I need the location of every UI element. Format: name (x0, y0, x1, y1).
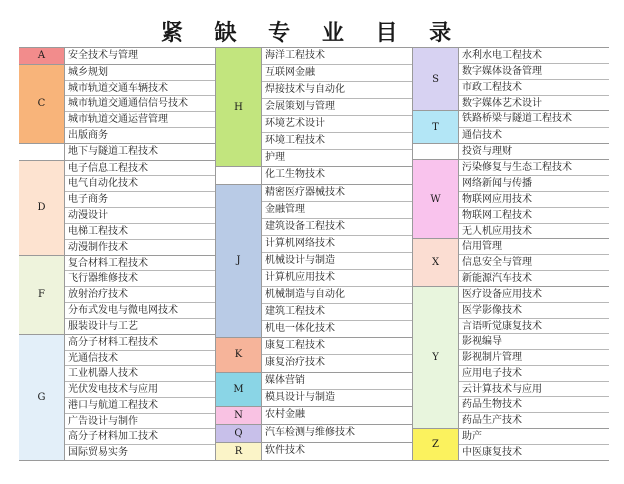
major-item: 环境艺术设计 (262, 116, 412, 133)
group-items (65, 48, 215, 64)
major-item: 建筑设备工程技术 (262, 219, 412, 236)
major-item: 软件技术 (265, 445, 305, 457)
major-item: 互联网金融 (262, 65, 412, 82)
group-items (262, 167, 412, 184)
letter-group (216, 185, 412, 338)
major-item: 机电一体化技术 (265, 322, 335, 334)
major-item: 地下与隧道工程技术 (68, 145, 158, 157)
page-title: 紧 缺 专 业 目 录 (160, 20, 464, 46)
major-item: 康复治疗技术 (265, 357, 325, 369)
major-item: 影视编导 (459, 334, 609, 350)
group-letter: X (413, 239, 459, 286)
letter-group (216, 443, 412, 460)
group-letter: D (19, 161, 65, 255)
major-item: 医疗设备应用技术 (459, 287, 609, 303)
group-letter: F (19, 256, 65, 334)
major-item: 康复工程技术 (262, 338, 412, 355)
group-items (459, 111, 609, 142)
group-items (65, 256, 215, 334)
group-items (459, 144, 609, 160)
major-item: 投资与理财 (462, 145, 512, 157)
major-item: 铁路桥梁与隧道工程技术 (459, 111, 609, 127)
letter-group (413, 287, 609, 429)
group-items (65, 144, 215, 160)
group-items (262, 338, 412, 372)
major-item: 城乡规划 (65, 65, 215, 81)
major-item: 飞行器维修技术 (65, 271, 215, 287)
major-item: 物联网工程技术 (459, 208, 609, 224)
group-letter: Q (216, 425, 262, 442)
letter-group (216, 425, 412, 443)
major-item: 化工生物技术 (265, 169, 325, 181)
letter-group (216, 48, 412, 167)
major-item: 海洋工程技术 (262, 48, 412, 65)
group-letter: S (413, 48, 459, 110)
group-letter: W (413, 160, 459, 238)
major-item: 机械制造与自动化 (262, 287, 412, 304)
major-item: 药品生物技术 (459, 397, 609, 413)
major-item: 水利水电工程技术 (459, 48, 609, 64)
group-items (262, 443, 412, 460)
group-letter: N (216, 407, 262, 424)
major-item: 城市轨道交通运营管理 (65, 112, 215, 128)
major-item: 建筑工程技术 (262, 304, 412, 321)
group-letter (216, 167, 262, 184)
major-item: 电气自动化技术 (65, 176, 215, 192)
letter-group (216, 167, 412, 185)
major-item: 服装设计与工艺 (68, 320, 138, 332)
major-item: 应用电子技术 (459, 366, 609, 382)
major-item: 污染修复与生态工程技术 (459, 160, 609, 176)
group-letter (413, 144, 459, 160)
letter-group (216, 373, 412, 408)
group-items (262, 373, 412, 407)
group-letter (19, 144, 65, 160)
group-items (459, 160, 609, 238)
major-item: 护理 (265, 152, 285, 164)
major-item: 模具设计与制造 (265, 392, 335, 403)
group-items (459, 287, 609, 428)
major-item: 农村金融 (265, 409, 305, 421)
group-items (262, 185, 412, 337)
group-letter: R (216, 443, 262, 460)
major-item: 电子信息工程技术 (65, 161, 215, 177)
majors-table (19, 47, 609, 461)
major-item: 金融管理 (262, 202, 412, 219)
major-item: 助产 (459, 429, 609, 445)
major-item: 通信技术 (462, 129, 502, 141)
letter-group (413, 111, 609, 143)
major-item: 光通信技术 (65, 351, 215, 367)
major-item: 动漫设计 (65, 208, 215, 224)
letter-group (19, 161, 215, 256)
major-item: 高分子材料加工技术 (65, 429, 215, 445)
letter-group (413, 239, 609, 287)
major-item: 媒体营销 (262, 373, 412, 390)
group-letter: C (19, 65, 65, 143)
major-item: 计算机应用技术 (262, 270, 412, 287)
major-item: 精密医疗器械技术 (262, 185, 412, 202)
major-item: 出版商务 (68, 130, 108, 142)
major-item: 网络新闻与传播 (459, 176, 609, 192)
group-letter: A (19, 48, 65, 64)
major-item: 安全技术与管理 (68, 50, 138, 61)
major-item: 云计算技术与应用 (459, 382, 609, 398)
major-item: 光伏发电技术与应用 (65, 382, 215, 398)
group-items (65, 161, 215, 255)
major-item: 环境工程技术 (262, 133, 412, 150)
major-item: 计算机网络技术 (262, 236, 412, 253)
major-item: 港口与航道工程技术 (65, 398, 215, 414)
letter-group (413, 429, 609, 460)
group-items (262, 48, 412, 166)
major-item: 城市轨道交通车辆技术 (65, 81, 215, 97)
group-letter: H (216, 48, 262, 166)
letter-group (413, 48, 609, 111)
group-items (459, 48, 609, 110)
table-column (19, 48, 215, 460)
major-item: 数字媒体艺术设计 (462, 97, 542, 109)
major-item: 电子商务 (65, 192, 215, 208)
letter-group (19, 48, 215, 65)
major-item: 放射治疗技术 (65, 287, 215, 303)
group-letter: J (216, 185, 262, 337)
group-letter: Z (413, 429, 459, 460)
major-item: 高分子材料工程技术 (65, 335, 215, 351)
letter-group (216, 338, 412, 373)
major-item: 影视制片管理 (459, 350, 609, 366)
table-column (215, 48, 412, 460)
group-letter: G (19, 335, 65, 460)
major-item: 汽车检测与维修技术 (265, 427, 355, 439)
major-item: 复合材料工程技术 (65, 256, 215, 272)
letter-group (19, 65, 215, 144)
group-letter: K (216, 338, 262, 372)
major-item: 广告设计与制作 (65, 414, 215, 430)
major-item: 中医康复技术 (462, 446, 522, 458)
letter-group (19, 335, 215, 460)
letter-group (413, 160, 609, 239)
letter-group (216, 407, 412, 425)
major-item: 焊接技术与自动化 (262, 82, 412, 99)
major-item: 城市轨道交通通信信号技术 (65, 96, 215, 112)
group-items (65, 335, 215, 460)
major-item: 新能源汽车技术 (462, 273, 532, 285)
major-item: 工业机器人技术 (65, 366, 215, 382)
major-item: 市政工程技术 (459, 80, 609, 96)
group-letter: Y (413, 287, 459, 428)
table-column (412, 48, 609, 460)
major-item: 会展策划与管理 (262, 99, 412, 116)
major-item: 物联网应用技术 (459, 192, 609, 208)
major-item: 无人机应用技术 (462, 225, 532, 237)
group-items (459, 429, 609, 460)
letter-group (413, 144, 609, 161)
major-item: 信息安全与管理 (459, 255, 609, 271)
major-item: 药品生产技术 (462, 414, 522, 426)
group-letter: T (413, 111, 459, 142)
group-items (459, 239, 609, 286)
major-item: 医学影像技术 (459, 303, 609, 319)
major-item: 言语听觉康复技术 (459, 319, 609, 335)
group-letter: M (216, 373, 262, 407)
major-item: 数字媒体设备管理 (459, 64, 609, 80)
letter-group (19, 144, 215, 161)
major-item: 国际贸易实务 (68, 447, 128, 459)
major-item: 电梯工程技术 (65, 224, 215, 240)
major-item: 分布式发电与微电网技术 (65, 303, 215, 319)
major-item: 动漫制作技术 (68, 241, 128, 253)
group-items (65, 65, 215, 143)
major-item: 信用管理 (459, 239, 609, 255)
major-item: 机械设计与制造 (262, 253, 412, 270)
group-items (262, 407, 412, 424)
group-items (262, 425, 412, 442)
letter-group (19, 256, 215, 335)
